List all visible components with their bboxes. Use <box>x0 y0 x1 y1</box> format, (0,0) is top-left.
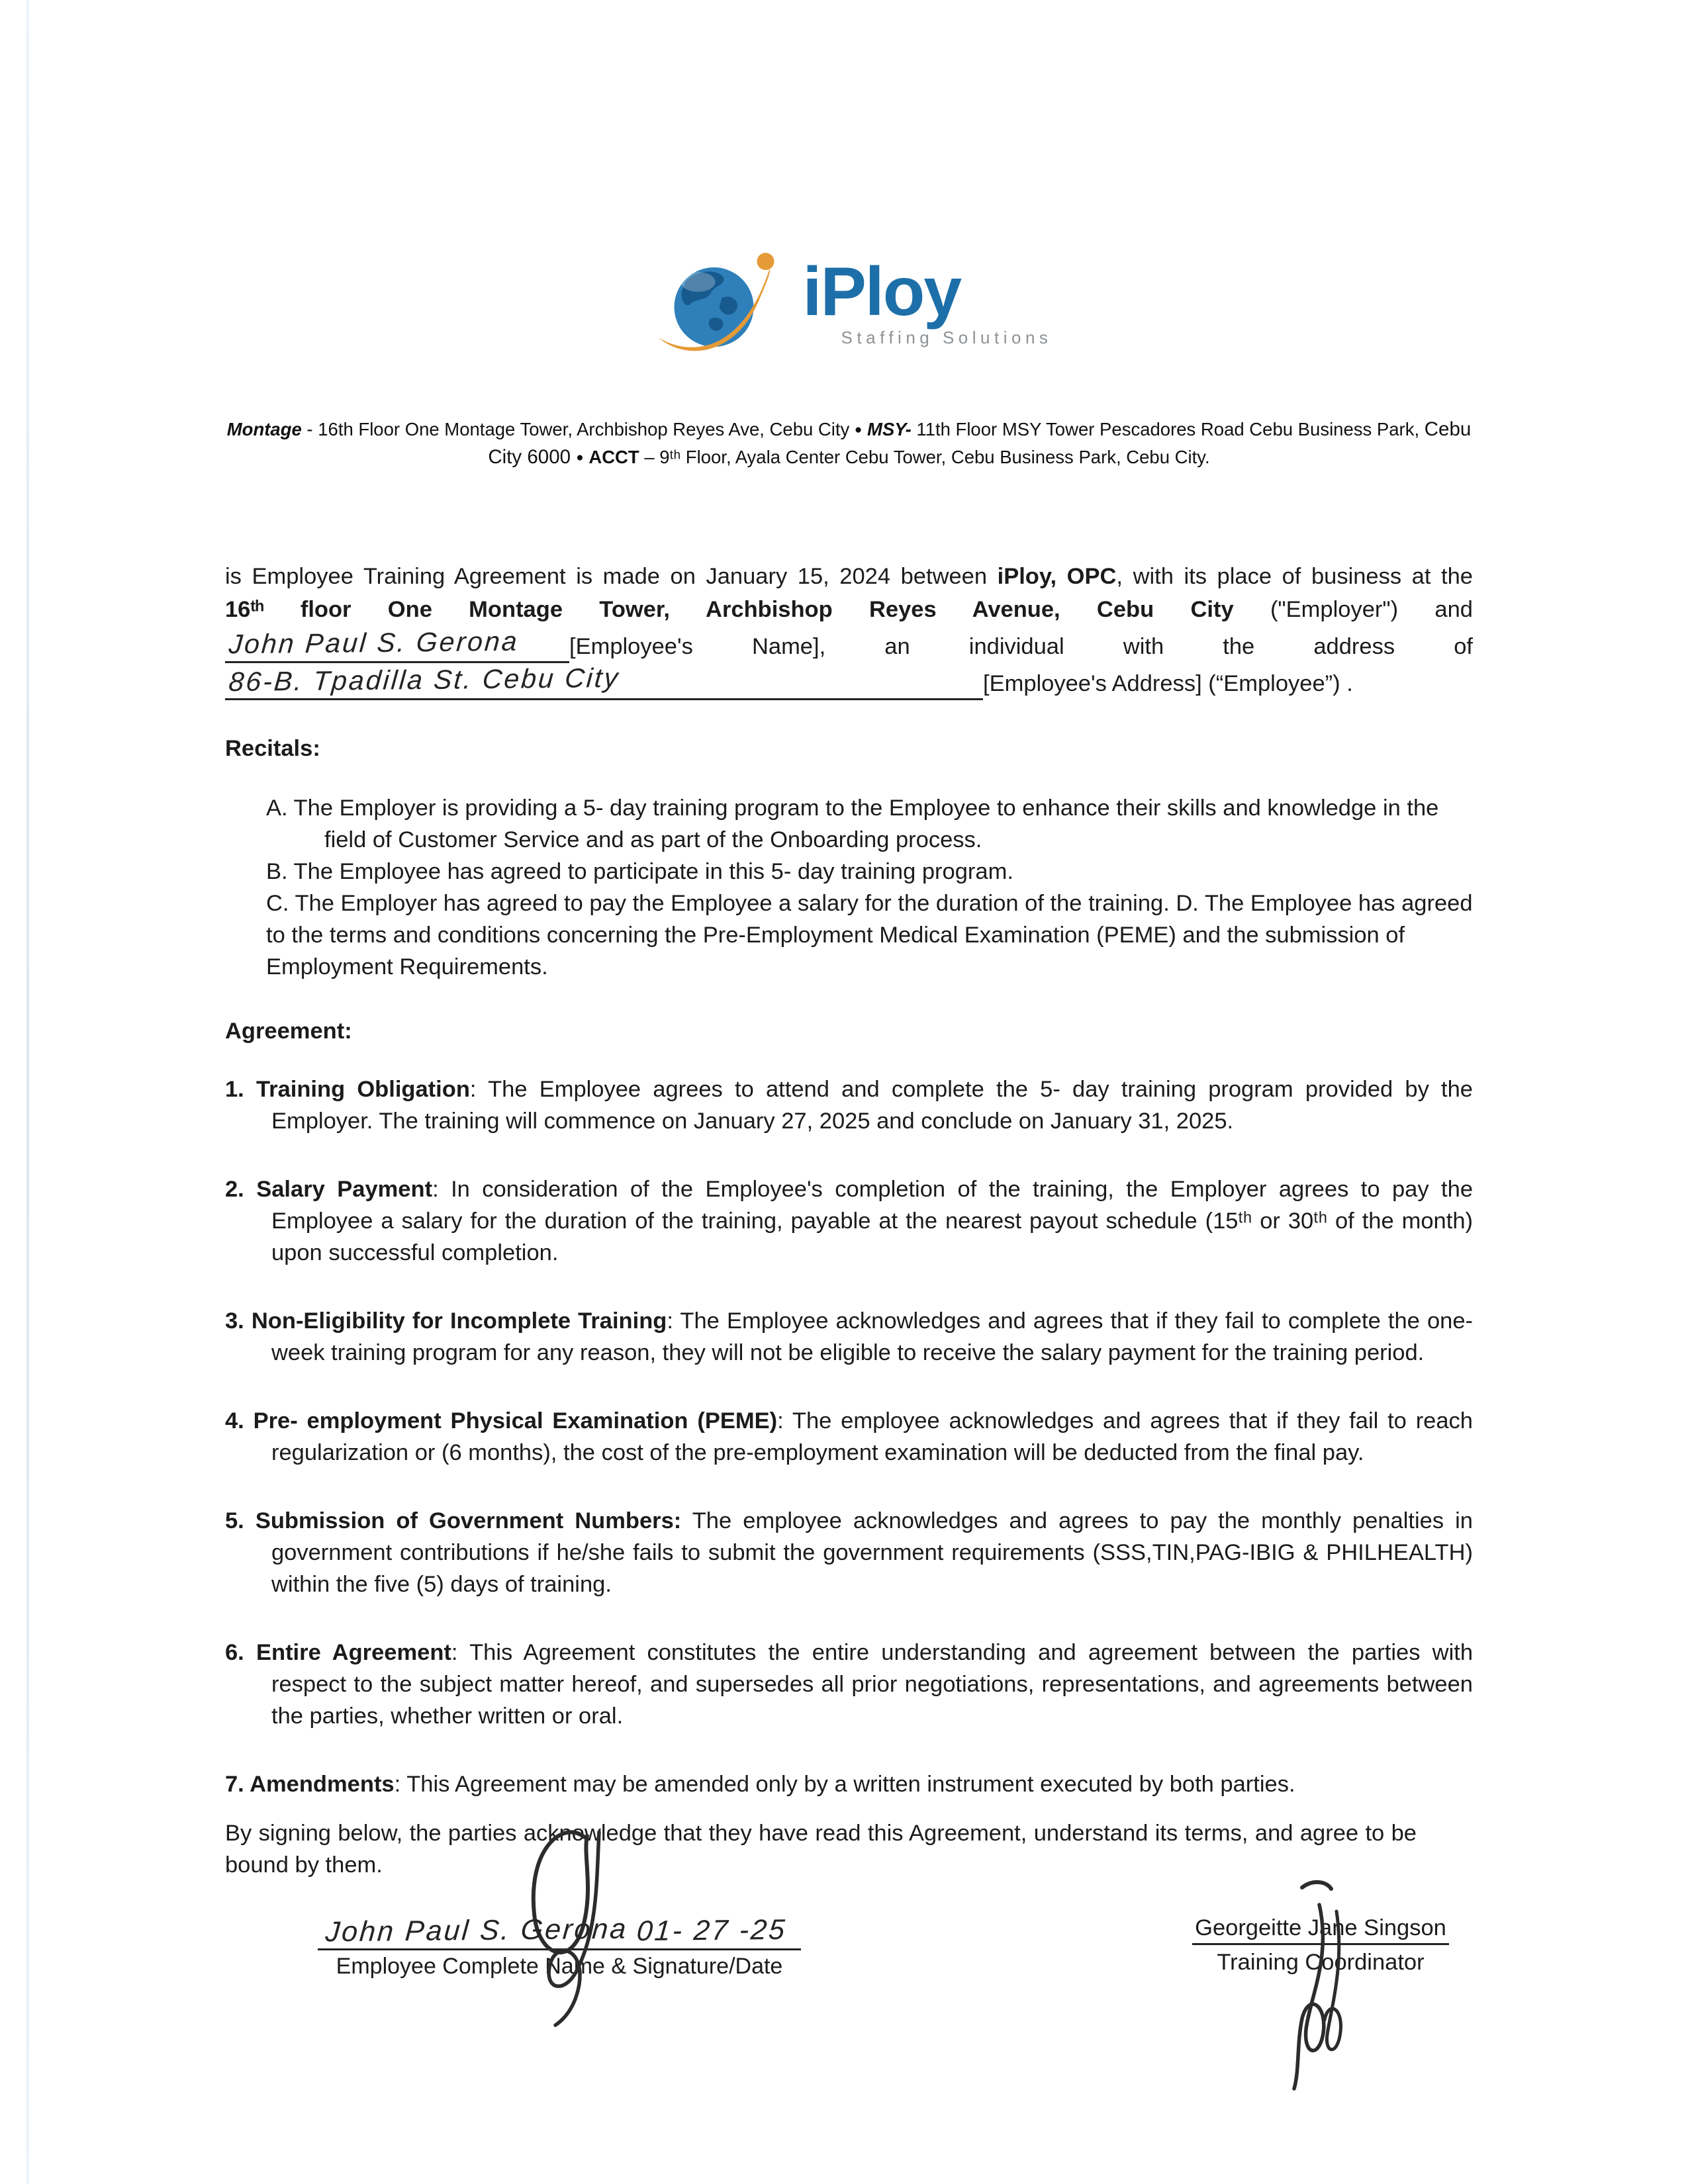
item-text: This Agreement constitutes the entire understanding and agreement between the parties with respect to the subject matter hereof, and supersedes all prior negotiations, representations, and agreements between the parties, whether written or oral. <box>271 1640 1473 1729</box>
montage-address: - 16th Floor One Montage Tower, Archbishop Reyes Ave, Cebu City <box>301 419 855 439</box>
coordinator-title: Training Coordinator <box>1217 1950 1425 1975</box>
closing-paragraph: By signing below, the parties acknowledge that they have read this Agreement, understand its terms, and agree to be bound by them. <box>225 1821 1417 1878</box>
employer-name: iPloy, OPC <box>997 564 1117 589</box>
msy-address: 11th Floor MSY Tower Pescadores Road Cebu Business Park, <box>911 419 1425 439</box>
address-line-1 <box>225 416 1473 443</box>
item-separator: : <box>667 1308 680 1334</box>
intro-line-3 <box>225 626 1473 663</box>
item-text: This Agreement may be amended only by a written instrument executed by both parties. <box>406 1772 1295 1797</box>
intro-text: , with its place of business at the <box>1116 564 1473 589</box>
item-text: The Employee agrees to attend and complete the 5- day training program provided by the Employer. The training will commence on January 27, 2025 and conclude on January 31, 2025. <box>271 1077 1473 1134</box>
agreement-item-2 <box>225 1173 1473 1269</box>
spacer <box>862 419 867 439</box>
item-number: 4. <box>225 1408 254 1433</box>
msy-address-tail: Cebu <box>1424 418 1472 440</box>
logo-text-block <box>802 253 1053 349</box>
intro-line-1 <box>225 560 1473 593</box>
item-separator <box>681 1508 692 1533</box>
employee-signed-date: 01- 27 -25 <box>635 1913 788 1948</box>
coordinator-signature-block <box>1168 1906 1473 1976</box>
item-number: 7. <box>225 1772 250 1797</box>
iploy-logo <box>225 251 1473 357</box>
employee-name-field <box>225 626 569 663</box>
agreement-item-5 <box>225 1505 1473 1600</box>
employee-signed-name: John Paul S. Gerona <box>324 1913 630 1948</box>
agreement-item-1 <box>225 1073 1473 1137</box>
employee-address-field <box>225 663 983 700</box>
agreement-list <box>225 1073 1473 1800</box>
scan-artifact-line <box>26 0 29 2184</box>
item-title: Submission of Government Numbers: <box>255 1508 682 1533</box>
agreement-item-7 <box>225 1768 1473 1800</box>
msy-label: MSY- <box>867 419 912 439</box>
item-separator: : <box>394 1772 407 1797</box>
globe-swoosh-icon <box>646 251 802 357</box>
item-text: The employee acknowledges and agrees to pay the monthly penalties in government contributions if he/she fails to submit the government requirements (SSS,TIN,PAG-IBIG & PHILHEALTH) within the five (5) days of training. <box>271 1508 1473 1597</box>
item-separator: : <box>432 1177 451 1202</box>
agreement-heading: Agreement: <box>225 1019 352 1044</box>
item-title: Amendments <box>250 1772 395 1797</box>
employee-signature-line <box>318 1906 801 1950</box>
employee-signature-block <box>318 1906 801 1979</box>
item-number: 3. <box>225 1308 252 1334</box>
item-separator: : <box>469 1077 489 1102</box>
bullet-icon: ● <box>854 423 863 437</box>
recital-item-a: A. The Employer is providing a 5- day training program to the Employee to enhance their skills and knowledge in the field of Customer Service and as part of the Onboarding process. <box>266 796 1439 852</box>
employee-address-handwriting: 86-B. Tpadilla St. Cebu City <box>227 662 621 698</box>
logo-tagline: Staffing Solutions <box>841 328 1053 348</box>
item-number: 1. <box>225 1077 256 1102</box>
montage-label: Montage <box>226 419 302 439</box>
item-title: Pre- employment Physical Examination (PEME) <box>253 1408 778 1433</box>
item-separator: : <box>777 1408 792 1433</box>
intro-text: [Employee's Address] (“Employee”) . <box>983 671 1353 696</box>
item-separator: : <box>451 1640 470 1665</box>
coordinator-name: Georgeitte Jane Singson <box>1192 1906 1449 1945</box>
item-number: 5. <box>225 1508 256 1533</box>
signature-row <box>225 1906 1473 2105</box>
agreement-item-4 <box>225 1405 1473 1469</box>
item-title: Salary Payment <box>256 1177 433 1202</box>
recitals-heading: Recitals: <box>225 736 320 761</box>
logo-brand-text: iPloy <box>802 253 961 330</box>
document-content <box>225 0 1473 2105</box>
item-number: 2. <box>225 1177 257 1202</box>
recital-item-c: C. The Employer has agreed to pay the Employee a salary for the duration of the training. D. The Employee has agreed to the terms and conditions concerning the Pre-Employment Medical Examination (PEME) and the submission of Employment Requirements. <box>266 891 1473 979</box>
employer-address: 16ᵗʰ floor One Montage Tower, Archbishop Reyes Avenue, Cebu City <box>225 597 1234 622</box>
intro-text: ("Employer") and <box>1233 597 1473 622</box>
intro-text: [Employee's Name], an individual with the address of <box>569 634 1473 659</box>
intro-paragraph <box>225 560 1473 700</box>
item-number: 6. <box>225 1640 256 1665</box>
item-text: The employee acknowledges and agrees that if they fail to reach regularization or (6 months), the cost of the pre-employment examination will be deducted from the final pay. <box>271 1408 1473 1465</box>
office-address-header <box>225 416 1473 471</box>
bullet-icon: ● <box>576 451 584 465</box>
intro-line-2 <box>225 593 1473 626</box>
msy-address-city: City 6000 <box>488 446 577 468</box>
item-text: The Employee acknowledges and agrees that if they fail to complete the one-week training program for any reason, they will not be eligible to receive the salary payment for the training period. <box>271 1308 1474 1365</box>
agreement-item-6 <box>225 1637 1473 1732</box>
employee-signature-label: Employee Complete Name & Signature/Date <box>336 1954 783 1979</box>
recitals-list <box>266 792 1473 983</box>
recital-item-b: B. The Employee has agreed to participate in this 5- day training program. <box>266 859 1013 884</box>
item-title: Training Obligation <box>256 1077 470 1102</box>
intro-line-4 <box>225 663 1473 700</box>
acct-address: – 9ᵗʰ Floor, Ayala Center Cebu Tower, Cebu Business Park, Cebu City. <box>639 447 1210 467</box>
employee-name-handwriting: John Paul S. Gerona <box>228 625 520 660</box>
acct-label: ACCT <box>588 447 639 467</box>
item-title: Entire Agreement <box>256 1640 451 1665</box>
item-title: Non-Eligibility for Incomplete Training <box>251 1308 667 1334</box>
item-text: In consideration of the Employee's completion of the training, the Employer agrees to pay the Employee a salary for the duration of the training, payable at the nearest payout schedule (15ᵗʰ or 30ᵗʰ of the month) upon successful completion. <box>271 1177 1474 1265</box>
address-line-2 <box>225 443 1473 471</box>
intro-text: is Employee Training Agreement is made on January 15, 2024 between <box>225 564 998 589</box>
agreement-item-3 <box>225 1305 1473 1369</box>
